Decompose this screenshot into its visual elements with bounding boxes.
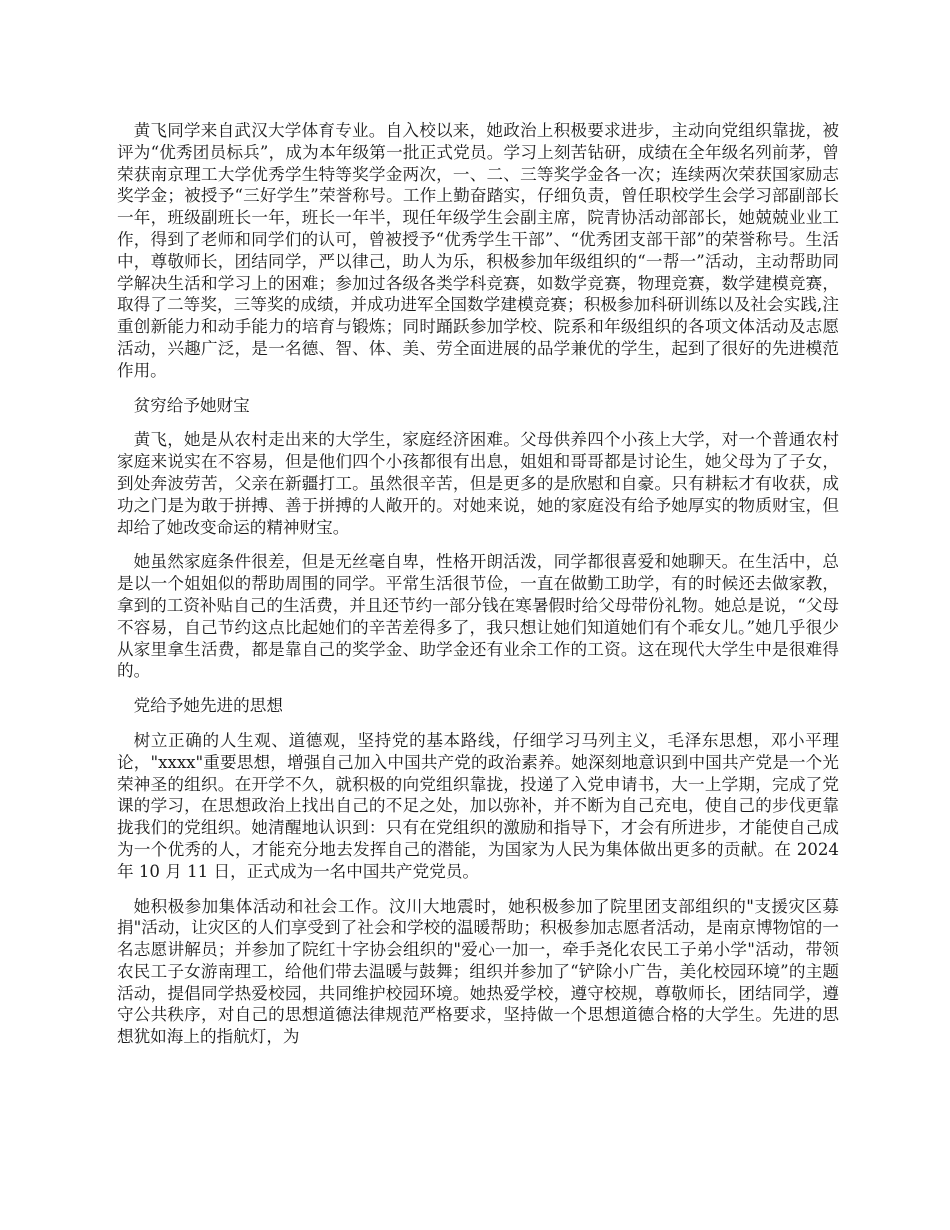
paragraph-collective-activities: 她积极参加集体活动和社会工作。汶川大地震时，她积极参加了院里团支部组织的"支援灾区募捐"活动，让灾区的人们享受到了社会和学校的温暖帮助；积极参加志愿者活动，是南京博物馆的一名志愿讲解员；并参加了院红十字协会组织的"爱心一加一，牵手尧化农民工子弟小学"活动，带领农民工子女游南理工，给他们带去温暖与鼓舞；组织并参加了“铲除小广告，美化校园环境”的主题活动，提倡同学热爱校园，共同维护校园环境。她热爱学校，遵守校规，尊敬师长，团结同学，遵守公共秩序，对自己的思想道德法律规范严格要求，坚持做一个思想道德合格的大学生。先进的思想犹如海上的指航灯，为	[117, 896, 839, 1047]
paragraph-party-membership: 树立正确的人生观、道德观，坚持党的基本路线，仔细学习马列主义，毛泽东思想，邓小平理论，"xxxx"重要思想，增强自己加入中国共产党的政治素养。她深刻地意识到中国共产党是一个光荣神圣的组织。在开学不久，就积极的向党组织靠拢，投递了入党申请书，大一上学期，完成了党课的学习，在思想政治上找出自己的不足之处，加以弥补，并不断为自己充电，使自己的步伐更靠拢我们的党组织。她清醒地认识到：只有在党组织的激励和指导下，才会有所进步，才能使自己成为一个优秀的人，才能充分地去发挥自己的潜能，为国家为人民为集体做出更多的贡献。在 2024 年 10 月 11 日，正式成为一名中国共产党党员。	[117, 730, 839, 881]
paragraph-family-background: 黄飞，她是从农村走出来的大学生，家庭经济困难。父母供养四个小孩上大学，对一个普通农村家庭来说实在不容易，但是他们四个小孩都很有出息，姐姐和哥哥都是讨论生，她父母为了子女，到处奔波劳苦，父亲在新疆打工。虽然很辛苦，但是更多的是欣慰和自豪。只有耕耘才有收获，成功之门是为敢于拼搏、善于拼搏的人敞开的。对她来说，她的家庭没有给予她厚实的物质财宝，但却给了她改变命运的精神财宝。	[117, 430, 839, 537]
paragraph-frugal-life: 她虽然家庭条件很差，但是无丝毫自卑，性格开朗活泼，同学都很喜爱和她聊天。在生活中，总是以一个姐姐似的帮助周围的同学。平常生活很节俭，一直在做勤工助学，有的时候还去做家教，拿到的工资补贴自己的生活费，并且还节约一部分钱在寒暑假时给父母带份礼物。她总是说，“父母不容易，自己节约这点比起她们的辛苦差得多了，我只想让她们知道她们有个乖女儿。”她几乎很少从家里拿生活费，都是靠自己的奖学金、助学金还有业余工作的工资。这在现代大学生中是很难得的。	[117, 552, 840, 681]
section-heading-party-thought: 党给予她先进的思想	[133, 696, 283, 716]
document-body	[117, 120, 839, 1061]
section-heading-poverty-wealth: 贫穷给予她财宝	[133, 395, 250, 415]
paragraph-intro: 黄飞同学来自武汉大学体育专业。自入校以来，她政治上积极要求进步，主动向党组织靠拢，被评为“优秀团员标兵”，成为本年级第一批正式党员。学习上刻苦钻研，成绩在全年级名列前茅，曾荣获南京理工大学优秀学生特等奖学金两次，一、二、三等奖学金各一次；连续两次荣获国家励志奖学金；被授予“三好学生”荣誉称号。工作上勤奋踏实，仔细负责，曾任职校学生会学习部副部长一年，班级副班长一年，班长一年半，现任年级学生会副主席，院青协活动部部长，她兢兢业业工作，得到了老师和同学们的认可，曾被授予“优秀学生干部”、“优秀团支部干部”的荣誉称号。生活中，尊敬师长，团结同学，严以律己，助人为乐，积极参加年级组织的“一帮一”活动，主动帮助同学解决生活和学习上的困难；参加过各级各类学科竞赛，如数学竞赛，物理竞赛，数学建模竞赛，取得了二等奖，三等奖的成绩，并成功进军全国数学建模竞赛；积极参加科研训练以及社会实践,注重创新能力和动手能力的培育与锻炼；同时踊跃参加学校、院系和年级组织的各项文体活动及志愿活动，兴趣广泛，是一名德、智、体、美、劳全面进展的品学兼优的学生，起到了很好的先进模范作用。	[117, 121, 839, 380]
